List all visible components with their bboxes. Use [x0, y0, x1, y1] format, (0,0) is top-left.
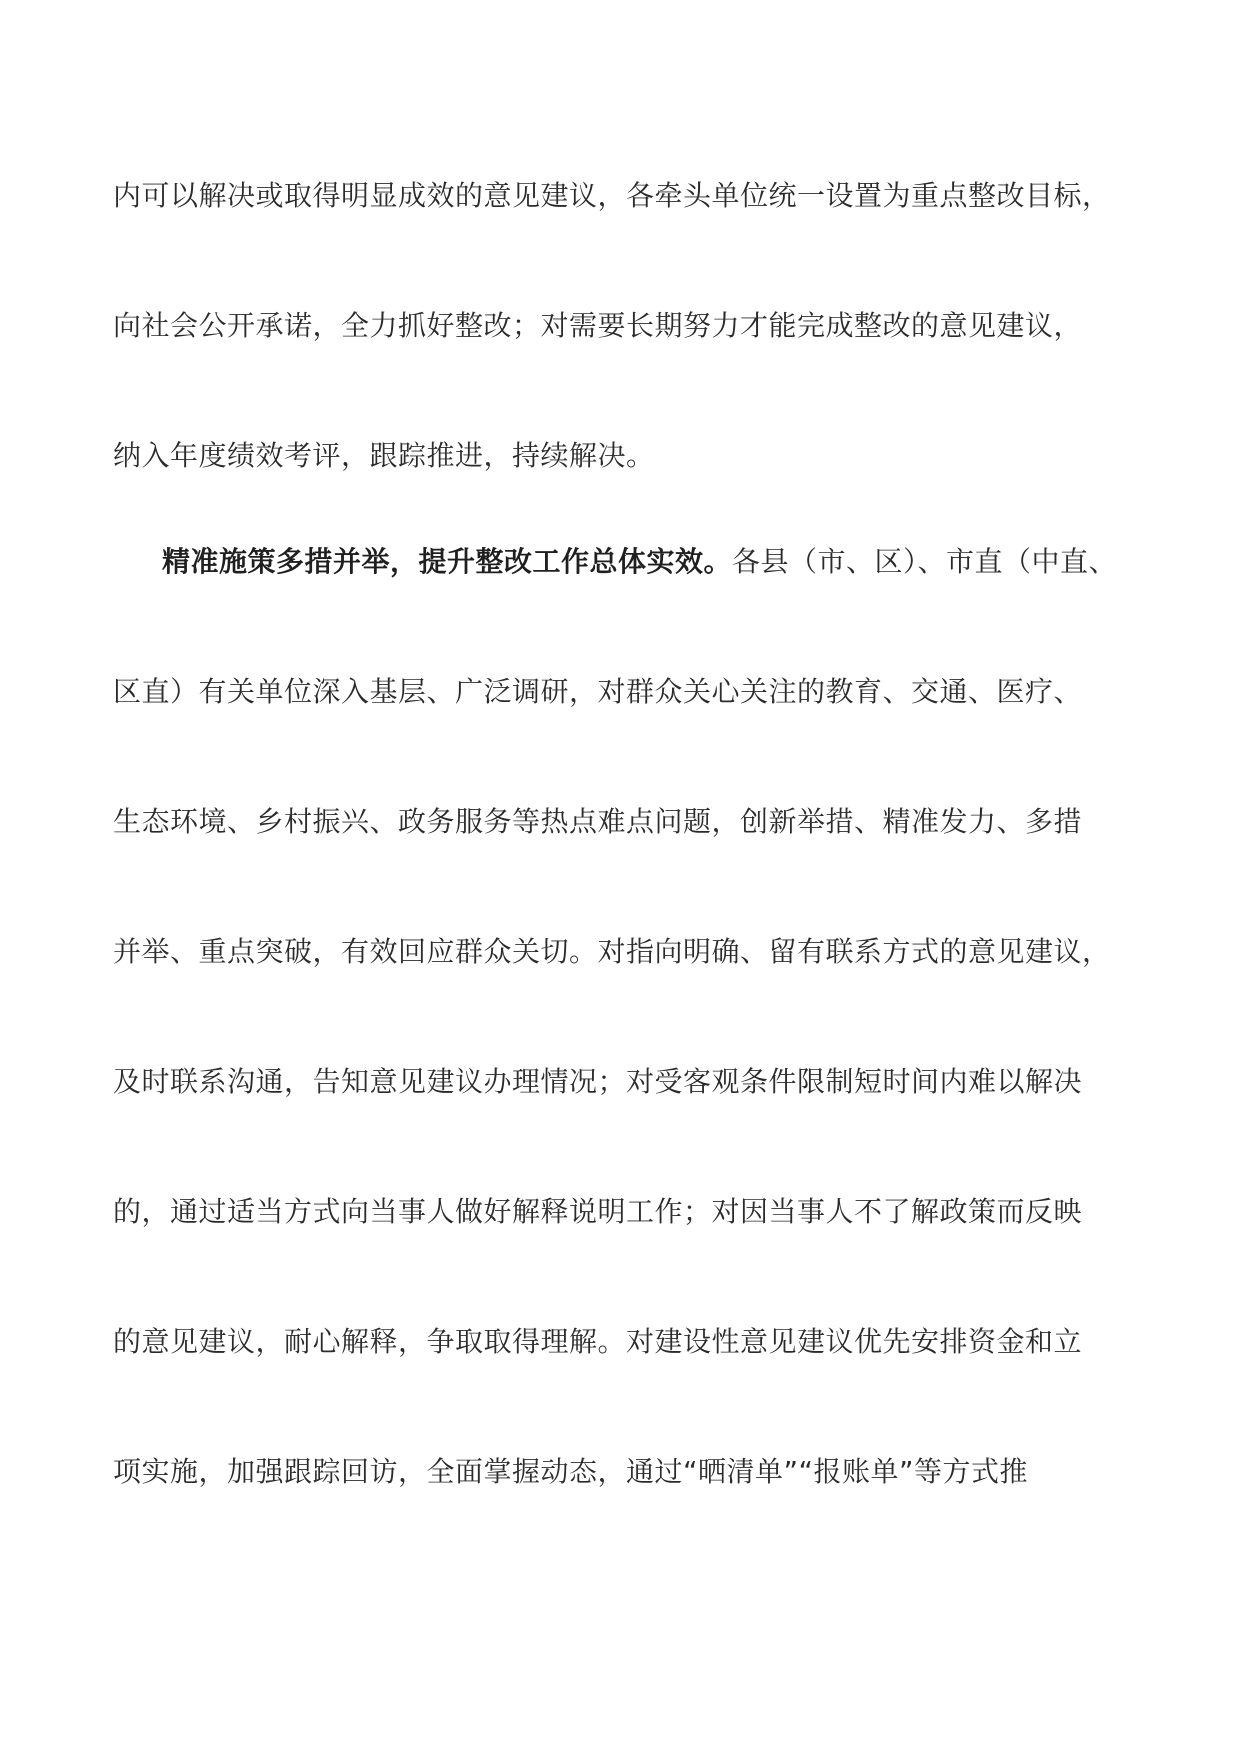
paragraph-line-2: 向社会公开承诺，全力抓好整改；对需要长期努力才能完成整改的意见建议，	[113, 309, 1083, 342]
paragraph-line-3: 纳入年度绩效考评，跟踪推进，持续解决。	[113, 439, 655, 472]
paragraph-line-10: 的意见建议，耐心解释，争取取得理解。对建设性意见建议优先安排资金和立	[113, 1325, 1083, 1358]
paragraph-line-6: 生态环境、乡村振兴、政务服务等热点难点问题，创新举措、精准发力、多措	[113, 805, 1083, 838]
paragraph-line-5: 区直）有关单位深入基层、广泛调研，对群众关心关注的教育、交通、医疗、	[113, 675, 1083, 708]
paragraph-text: 各县（市、区）、市直（中直、	[732, 545, 1118, 578]
paragraph-line-7: 并举、重点突破，有效回应群众关切。对指向明确、留有联系方式的意见建议，	[113, 935, 1111, 968]
section-heading: 精准施策多措并举，提升整改工作总体实效。	[162, 545, 733, 578]
paragraph-line-9: 的，通过适当方式向当事人做好解释说明工作；对因当事人不了解政策而反映	[113, 1195, 1083, 1228]
paragraph-line-1: 内可以解决或取得明显成效的意见建议，各牵头单位统一设置为重点整改目标，	[113, 179, 1111, 212]
paragraph-line-8: 及时联系沟通，告知意见建议办理情况；对受客观条件限制短时间内难以解决	[113, 1065, 1083, 1098]
paragraph-line-11: 项实施，加强跟踪回访，全面掌握动态，通过“晒清单”“报账单”等方式推	[113, 1455, 1029, 1488]
paragraph-line-4	[162, 542, 1202, 582]
